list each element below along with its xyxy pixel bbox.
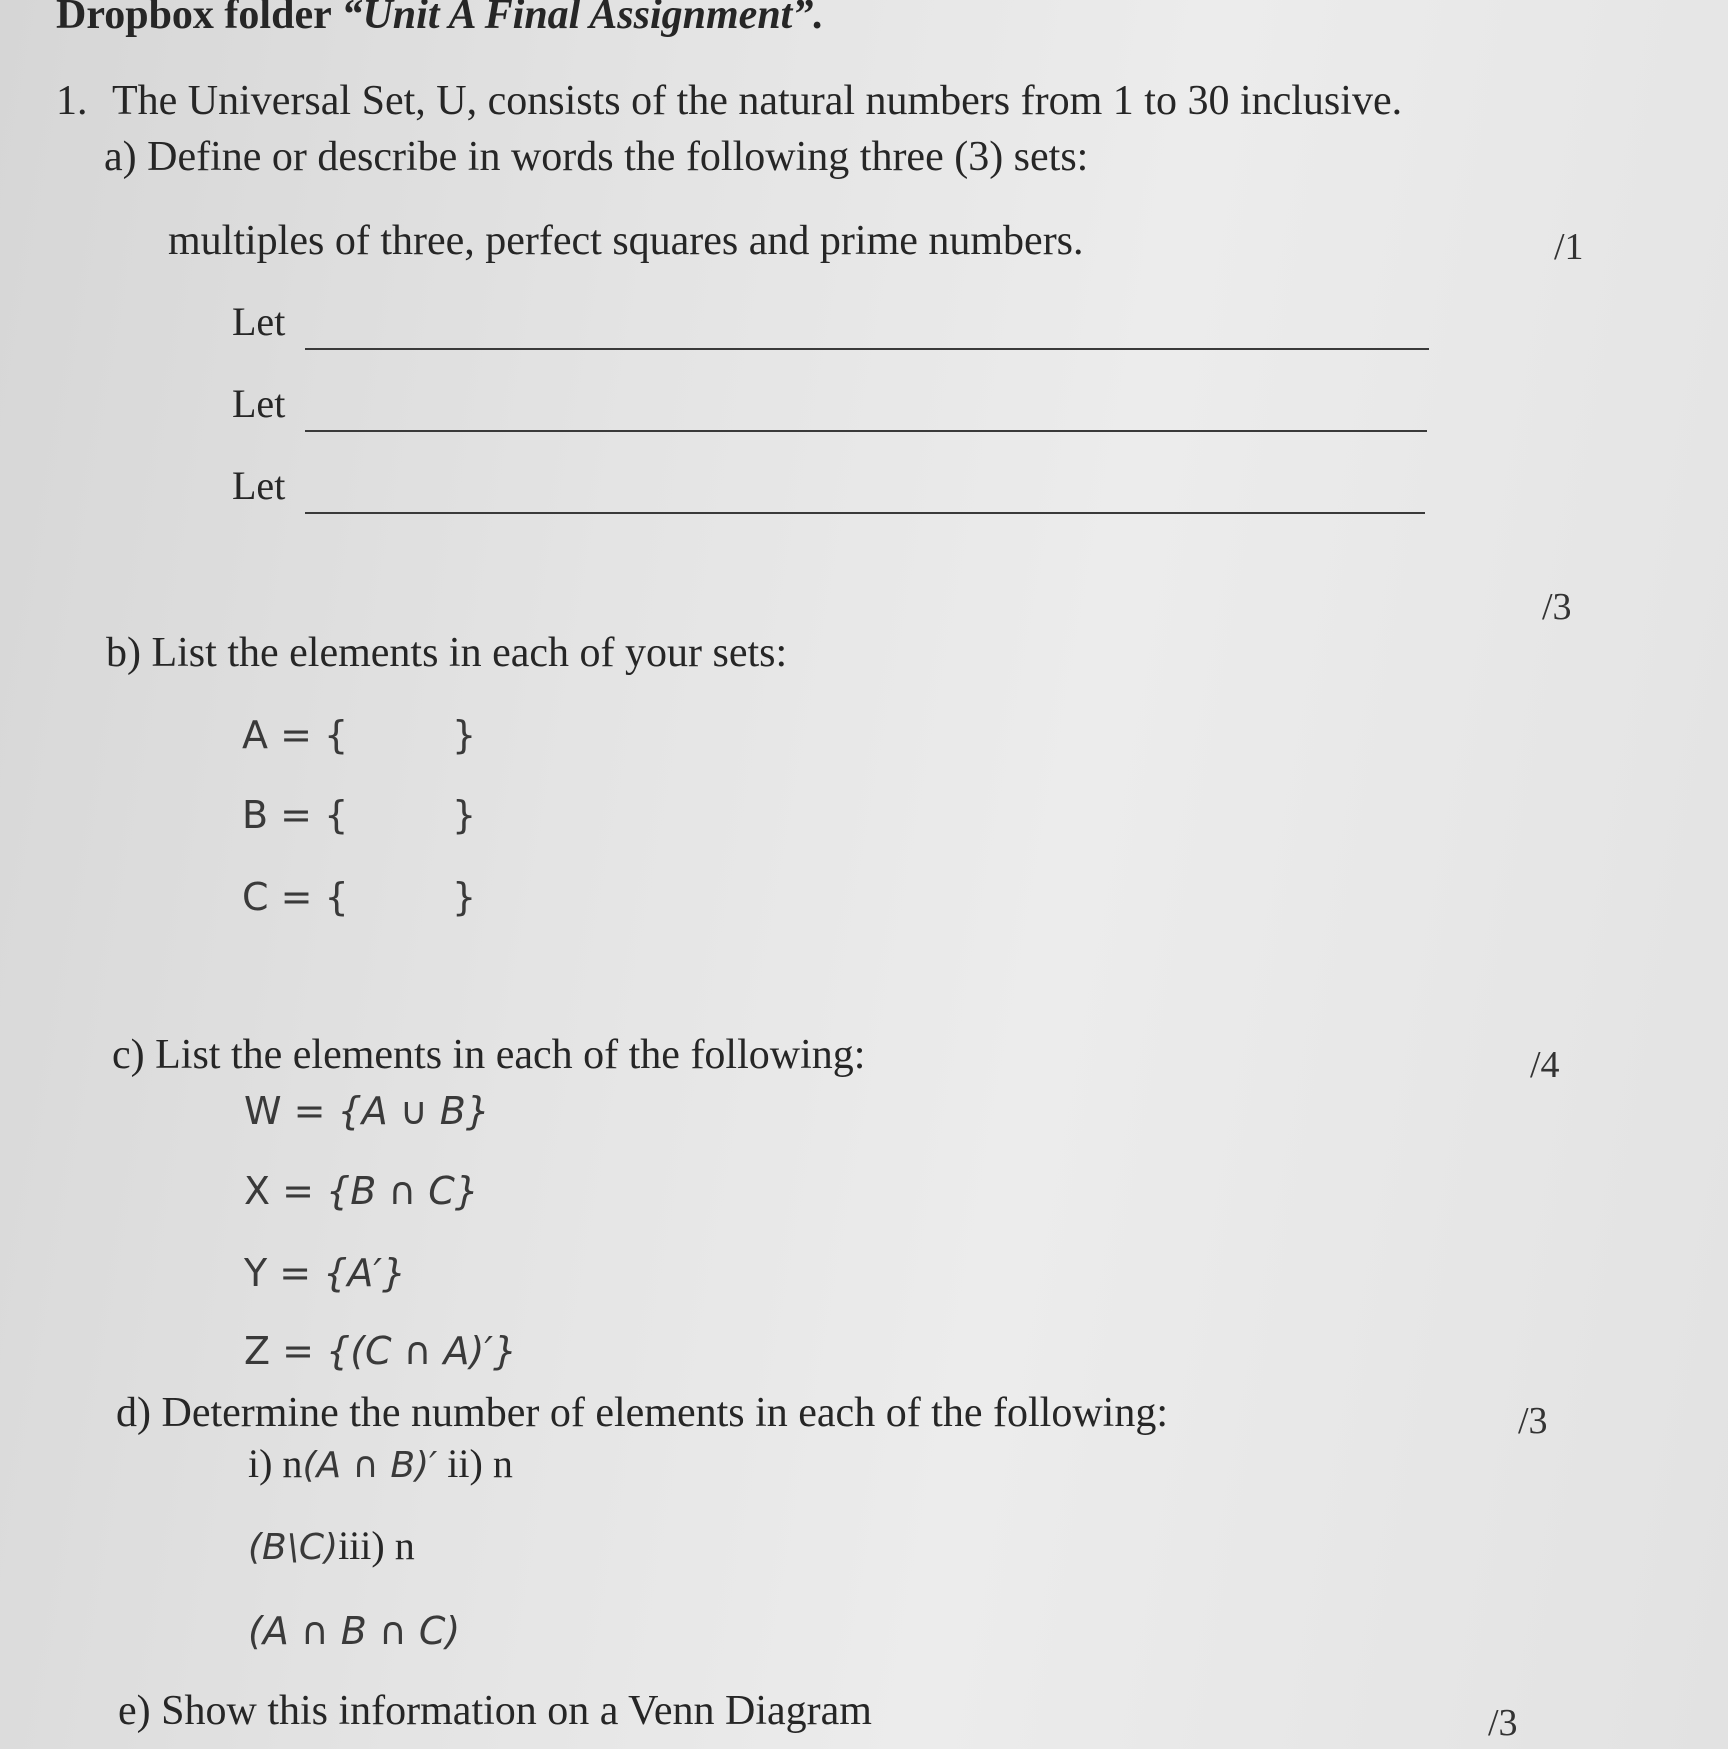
title-prefix: Dropbox folder — [56, 0, 342, 38]
part-d-i-expr: (A ∩ B)′ — [302, 1445, 438, 1486]
set-c-open: C = { — [242, 875, 349, 919]
answer-line-1[interactable] — [305, 348, 1429, 350]
answer-line-3[interactable] — [305, 512, 1425, 514]
expr-z-lhs: Z = — [244, 1329, 327, 1373]
part-d-iii-label: iii) n — [338, 1523, 415, 1568]
part-d-ii-expr: (B\C) — [248, 1527, 339, 1568]
part-e-mark: /3 — [1488, 1702, 1518, 1744]
part-c-prompt: c) List the elements in each of the following: — [112, 1032, 866, 1078]
part-e-prompt: e) Show this information on a Venn Diagram — [118, 1688, 872, 1734]
set-b-open: B = { — [242, 793, 349, 837]
part-a-prompt: a) Define or describe in words the following three (3) sets: — [104, 134, 1089, 180]
let-label-2: Let — [232, 381, 286, 426]
part-d-mark: /3 — [1518, 1400, 1548, 1442]
expr-x — [244, 1169, 479, 1213]
let-label-3: Let — [232, 463, 286, 508]
part-a-second-mark: /3 — [1542, 586, 1572, 628]
part-d-line-1 — [248, 1441, 513, 1486]
answer-line-2[interactable] — [305, 430, 1427, 432]
part-d-prompt: d) Determine the number of elements in each of the following: — [116, 1390, 1168, 1436]
expr-w-lhs: W = — [244, 1089, 338, 1133]
part-d-iii-expr: (A ∩ B ∩ C) — [248, 1609, 461, 1653]
part-c-mark: /4 — [1530, 1044, 1560, 1086]
expr-x-rhs: {B ∩ C} — [326, 1169, 479, 1213]
part-b-prompt: b) List the elements in each of your sets: — [106, 630, 788, 676]
set-b-close: } — [452, 793, 477, 837]
expr-x-lhs: X = — [244, 1169, 327, 1213]
expr-y — [244, 1251, 407, 1295]
let-label-1: Let — [232, 299, 286, 344]
set-a-close: } — [452, 713, 477, 757]
title-assignment-name: “Unit A Final Assignment”. — [341, 0, 824, 38]
expr-y-lhs: Y = — [244, 1251, 324, 1295]
question-number: 1. — [56, 78, 88, 124]
part-a-sets: multiples of three, perfect squares and prime numbers. — [168, 218, 1084, 264]
expr-w-rhs: {A ∪ B} — [337, 1089, 490, 1133]
expr-z — [244, 1329, 518, 1373]
part-d-i-label: i) n — [248, 1441, 303, 1486]
expr-y-rhs: {A′} — [323, 1251, 407, 1295]
part-a-mark: /1 — [1554, 226, 1584, 268]
part-d-line-2 — [248, 1523, 415, 1568]
page-title — [56, 0, 824, 36]
set-c-close: } — [452, 875, 477, 919]
part-d-ii-label: ii) n — [437, 1441, 513, 1486]
set-a-open: A = { — [242, 713, 349, 757]
expr-z-rhs: {(C ∩ A)′} — [326, 1329, 518, 1373]
expr-w — [244, 1089, 490, 1133]
question-intro: The Universal Set, U, consists of the natural numbers from 1 to 30 inclusive. — [112, 78, 1403, 124]
